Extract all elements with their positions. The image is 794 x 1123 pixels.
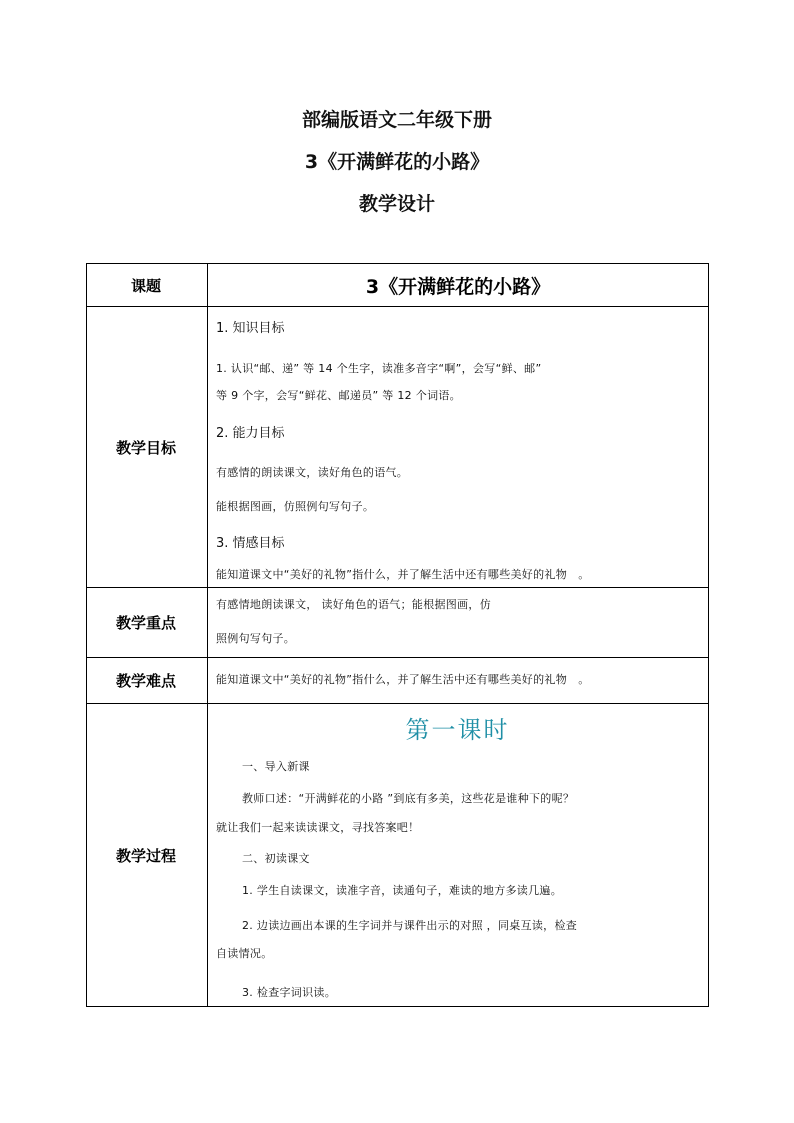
row-label-goals: 教学目标 [115,438,176,457]
process-line: 3. 检查字词识读。 [242,986,336,999]
goals-line: 1. 认识“邮、递” 等 14 个生字，读准多音字“啊”，会写“鲜、邮” [216,362,542,375]
lesson-title: 第一课时 [405,716,510,744]
document-title-line2: 3《开满鲜花的小路》 [304,151,490,173]
process-line: 一、导入新课 [242,760,310,773]
goals-line: 有感情的朗读课文，读好角色的语气。 [216,466,409,479]
row-label-difficulties: 教学难点 [115,672,176,690]
goals-line: 等 9 个字，会写“鲜花、邮递员” 等 12 个词语。 [216,389,461,402]
process-line: 就让我们一起来读读课文，寻找答案吧！ [216,821,420,834]
goals-line: 2. 能力目标 [216,426,285,441]
process-line: 教师口述：“开满鲜花的小路 ”到底有多美，这些花是谁种下的呢？ [242,792,575,805]
key-points-line: 照例句写句子。 [216,632,296,645]
process-line: 1. 学生自读课文，读准字音，读通句子，难读的地方多读几遍。 [242,884,562,897]
document-title-line1: 部编版语文二年级下册 [301,109,492,131]
difficulties-line: 能知道课文中“美好的礼物”指什么，并了解生活中还有哪些美好的礼物 。 [216,673,590,686]
goals-line: 3. 情感目标 [216,536,285,551]
table-border-bottom [86,1006,709,1007]
goals-line: 能知道课文中“美好的礼物”指什么，并了解生活中还有哪些美好的礼物 。 [216,568,590,581]
goals-line: 能根据图画，仿照例句写句子。 [216,500,375,513]
row-label-key-points: 教学重点 [115,614,176,632]
key-points-line: 有感情地朗读课文， 读好角色的语气；能根据图画，仿 [216,598,491,611]
document-title-line3: 教学设计 [358,193,435,215]
table-border-right [708,263,709,1007]
topic-value: 3《开满鲜花的小路》 [365,275,551,298]
goals-line: 1. 知识目标 [216,321,285,336]
column-divider [207,263,208,1007]
process-line: 2. 边读边画出本课的生字词并与课件出示的对照 ，同桌互读，检查 [242,919,578,932]
row-label-process: 教学过程 [115,846,176,865]
process-line: 自读情况。 [216,947,273,960]
process-line: 二、初读课文 [242,852,310,865]
row-label-topic: 课题 [130,276,161,295]
